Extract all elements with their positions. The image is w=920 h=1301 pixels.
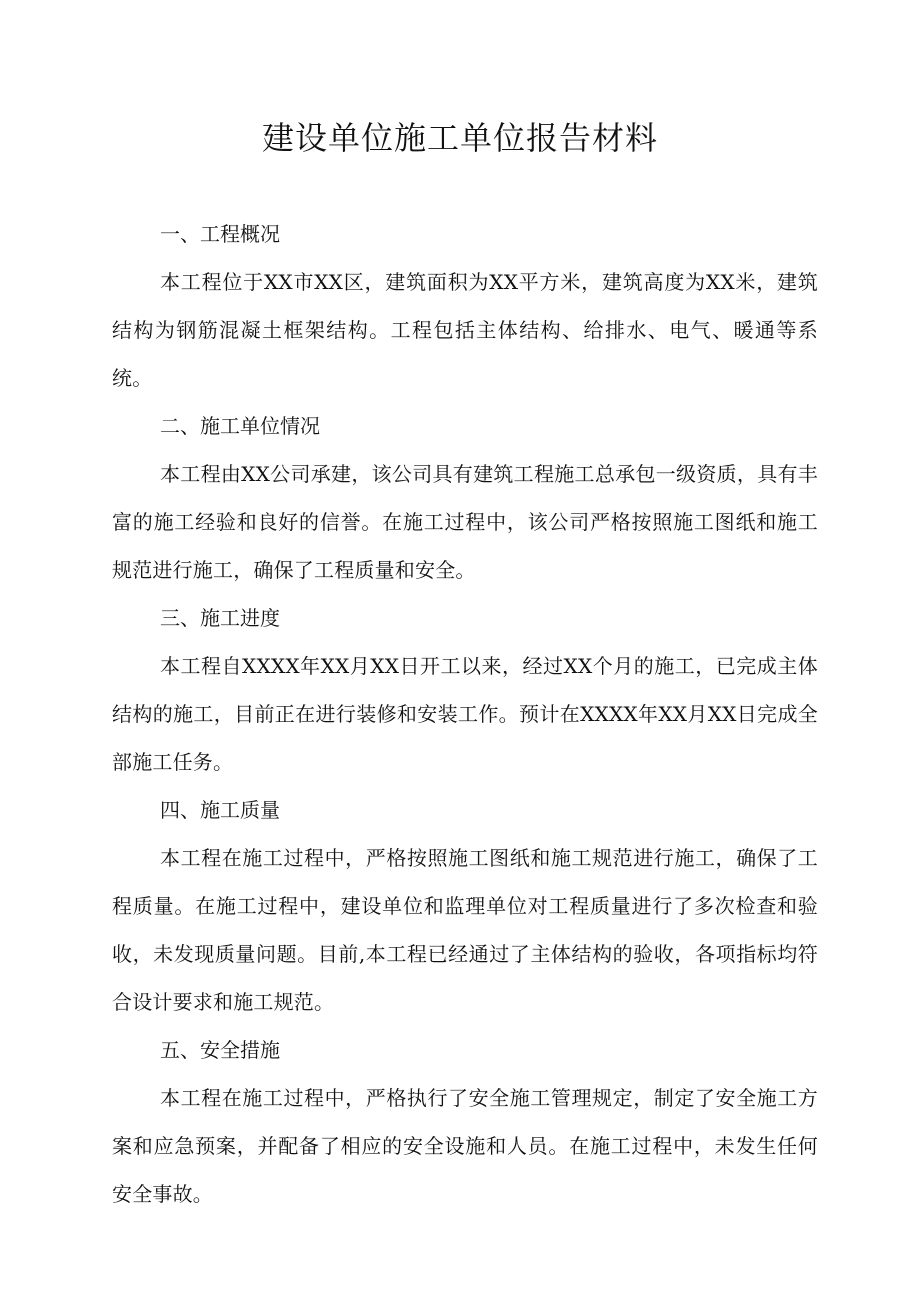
section-heading: 四、施工质量 [160,798,280,822]
section-overview [112,210,818,402]
section-progress [112,594,818,786]
section-safety [112,1026,818,1218]
section-paragraph: 本工程在施工过程中，严格按照施工图纸和施工规范进行施工，确保了工程质量。在施工过程中，建设单位和监理单位对工程质量进行了多次检查和验收，未发现质量问题。目前,本工程已经通过了主体结构的验收，各项指标均符合设计要求和施工规范。 [112,846,818,1014]
section-contractor [112,402,818,594]
section-paragraph: 本工程位于XX市XX区，建筑面积为XX平方米，建筑高度为XX米，建筑结构为钢筋混凝土框架结构。工程包括主体结构、给排水、电气、暖通等系统。 [112,270,818,390]
section-heading: 三、施工进度 [160,606,280,630]
section-paragraph: 本工程在施工过程中，严格执行了安全施工管理规定，制定了安全施工方案和应急预案，并配备了相应的安全设施和人员。在施工过程中，未发生任何安全事故。 [112,1086,818,1206]
section-quality [112,786,818,1026]
section-paragraph: 本工程由XX公司承建，该公司具有建筑工程施工总承包一级资质，具有丰富的施工经验和良好的信誉。在施工过程中，该公司严格按照施工图纸和施工规范进行施工，确保了工程质量和安全。 [112,462,818,582]
document-title: 建设单位施工单位报告材料 [261,119,658,157]
document-body [112,210,818,1218]
section-heading: 二、施工单位情况 [160,414,320,438]
section-paragraph: 本工程自XXXX年XX月XX日开工以来，经过XX个月的施工，已完成主体结构的施工，目前正在进行装修和安装工作。预计在XXXX年XX月XX日完成全部施工任务。 [112,654,818,774]
section-heading: 五、安全措施 [160,1038,280,1062]
section-heading: 一、工程概况 [160,222,280,246]
